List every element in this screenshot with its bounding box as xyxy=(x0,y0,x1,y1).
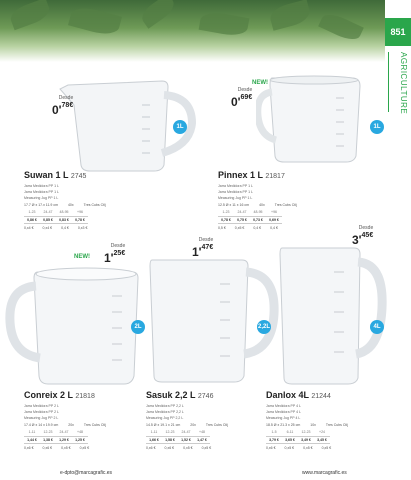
conreix-capacity-badge: 2L xyxy=(131,320,145,334)
footer-email[interactable]: e-dpto@marcagrafic.es xyxy=(60,470,113,476)
pinnex-jug-image xyxy=(256,72,376,164)
price-table: 1-23 24-47 48-95 +96 0,78 € 0,75 € 0,73 € 0,69 € xyxy=(218,209,282,224)
product-features: 17.4 Ø x 14 x 19.9 cm 20x Tres Cubs Ctlj xyxy=(24,423,106,427)
product-name: Conreix 2 L 21818 xyxy=(24,390,95,400)
pack-prices: 0,x6 € 0,x5 € 0,x5 € 0,x5 € xyxy=(266,445,332,450)
product-features: 12.5 Ø x 11 x 16 cm 40x Tres Cubs Ctlj xyxy=(218,203,297,207)
product-specs: Jarra Medidora PP 1 L Jarra Medidora PP 1 L Measuring Jug PP 1 L xyxy=(24,184,59,200)
price-table: 1-23 24-47 48-95 +96 0,86 € 0,85 € 0,83 € 0,78 € xyxy=(24,209,88,224)
product-features: 18.5 Ø x 21.3 x 25 cm 10x Tres Cubs Ctlj xyxy=(266,423,348,427)
danlox-capacity-badge: 4L xyxy=(370,320,384,334)
pack-prices: 0,5 € 0,x5 € 0,4 € 0,4 € xyxy=(218,225,278,230)
danlox-price: Desde $3'^{45€}$ xyxy=(352,225,374,247)
product-specs: Jarra Medidora PP 2 L Jarra Medidora PP 2 L Measuring Jug PP 2 L xyxy=(24,404,59,420)
product-block-sasuk xyxy=(146,390,276,450)
product-name: Danlox 4L 21244 xyxy=(266,390,331,400)
product-name: Pinnex 1 L 21817 xyxy=(218,170,285,180)
pack-prices: 0,x6 € 0,x6 € 0,x5 € 0,x5 € xyxy=(146,445,212,450)
sasuk-price: Desde $1'^{47€}$ xyxy=(192,237,214,259)
product-block-conreix xyxy=(24,390,154,450)
price-table: 1-5 6-11 12-23 +24 3,79 € 3,65 € 3,49 € 3,45 € xyxy=(266,429,330,444)
foliage-banner xyxy=(0,0,411,62)
product-features: 14.5 Ø x 19.1 x 21 cm 20x Tres Cubs Ctlj xyxy=(146,423,228,427)
pack-prices: 0,x4 € 0,x4 € 0,4 € 0,x3 € xyxy=(24,225,88,230)
section-divider xyxy=(388,52,389,112)
product-features: 17.7 Ø x 17.x 11.9 cm 40x Tres Cubs Ctlj xyxy=(24,203,106,207)
sasuk-capacity-badge: 2,2L xyxy=(257,320,271,334)
section-label: AGRICULTURE xyxy=(399,52,408,115)
footer-website[interactable]: www.marcagrafic.es xyxy=(302,470,347,476)
product-block-suwan xyxy=(24,170,154,230)
pack-prices: 0,x6 € 0,x6 € 0,x5 € 0,x5 € xyxy=(24,445,90,450)
product-name: Sasuk 2,2 L 2746 xyxy=(146,390,214,400)
conreix-new-label: NEW! xyxy=(74,254,90,260)
suwan-price: Desde $0'^{78€}$ xyxy=(52,95,74,117)
product-specs: Jarra Medidora PP 4 L Jarra Medidora PP 4 L Measuring Jug PP 4 L xyxy=(266,404,301,420)
page-number: 851 xyxy=(385,18,411,46)
product-specs: Jarra Medidora PP 1 L Jarra Medidora PP 1 L Measuring Jug PP 1 L xyxy=(218,184,253,200)
product-name: Suwan 1 L 2745 xyxy=(24,170,87,180)
conreix-price: Desde $1'^{25€}$ xyxy=(104,243,126,265)
product-specs: Jarra Medidora PP 2,2 L Jarra Medidora PP 2,2 L Measuring Jug PP 2,2 L xyxy=(146,404,184,420)
price-table: 1-11 12-23 24-47 +48 1,66 € 1,58 € 1,52 € 1,47 € xyxy=(146,429,210,444)
danlox-jug-image xyxy=(276,242,388,388)
pinnex-new-label: NEW! xyxy=(252,80,268,86)
product-block-danlox xyxy=(266,390,384,450)
sasuk-jug-image xyxy=(142,254,280,386)
pinnex-capacity-badge: 1L xyxy=(370,120,384,134)
suwan-capacity-badge: 1L xyxy=(173,120,187,134)
pinnex-price: Desde $0'^{69€}$ xyxy=(231,87,253,109)
product-block-pinnex xyxy=(218,170,348,230)
section-sidebar xyxy=(385,0,411,480)
price-table: 1-11 12-23 24-47 +48 1,44 € 1,38 € 1,29 € 1,25 € xyxy=(24,429,88,444)
